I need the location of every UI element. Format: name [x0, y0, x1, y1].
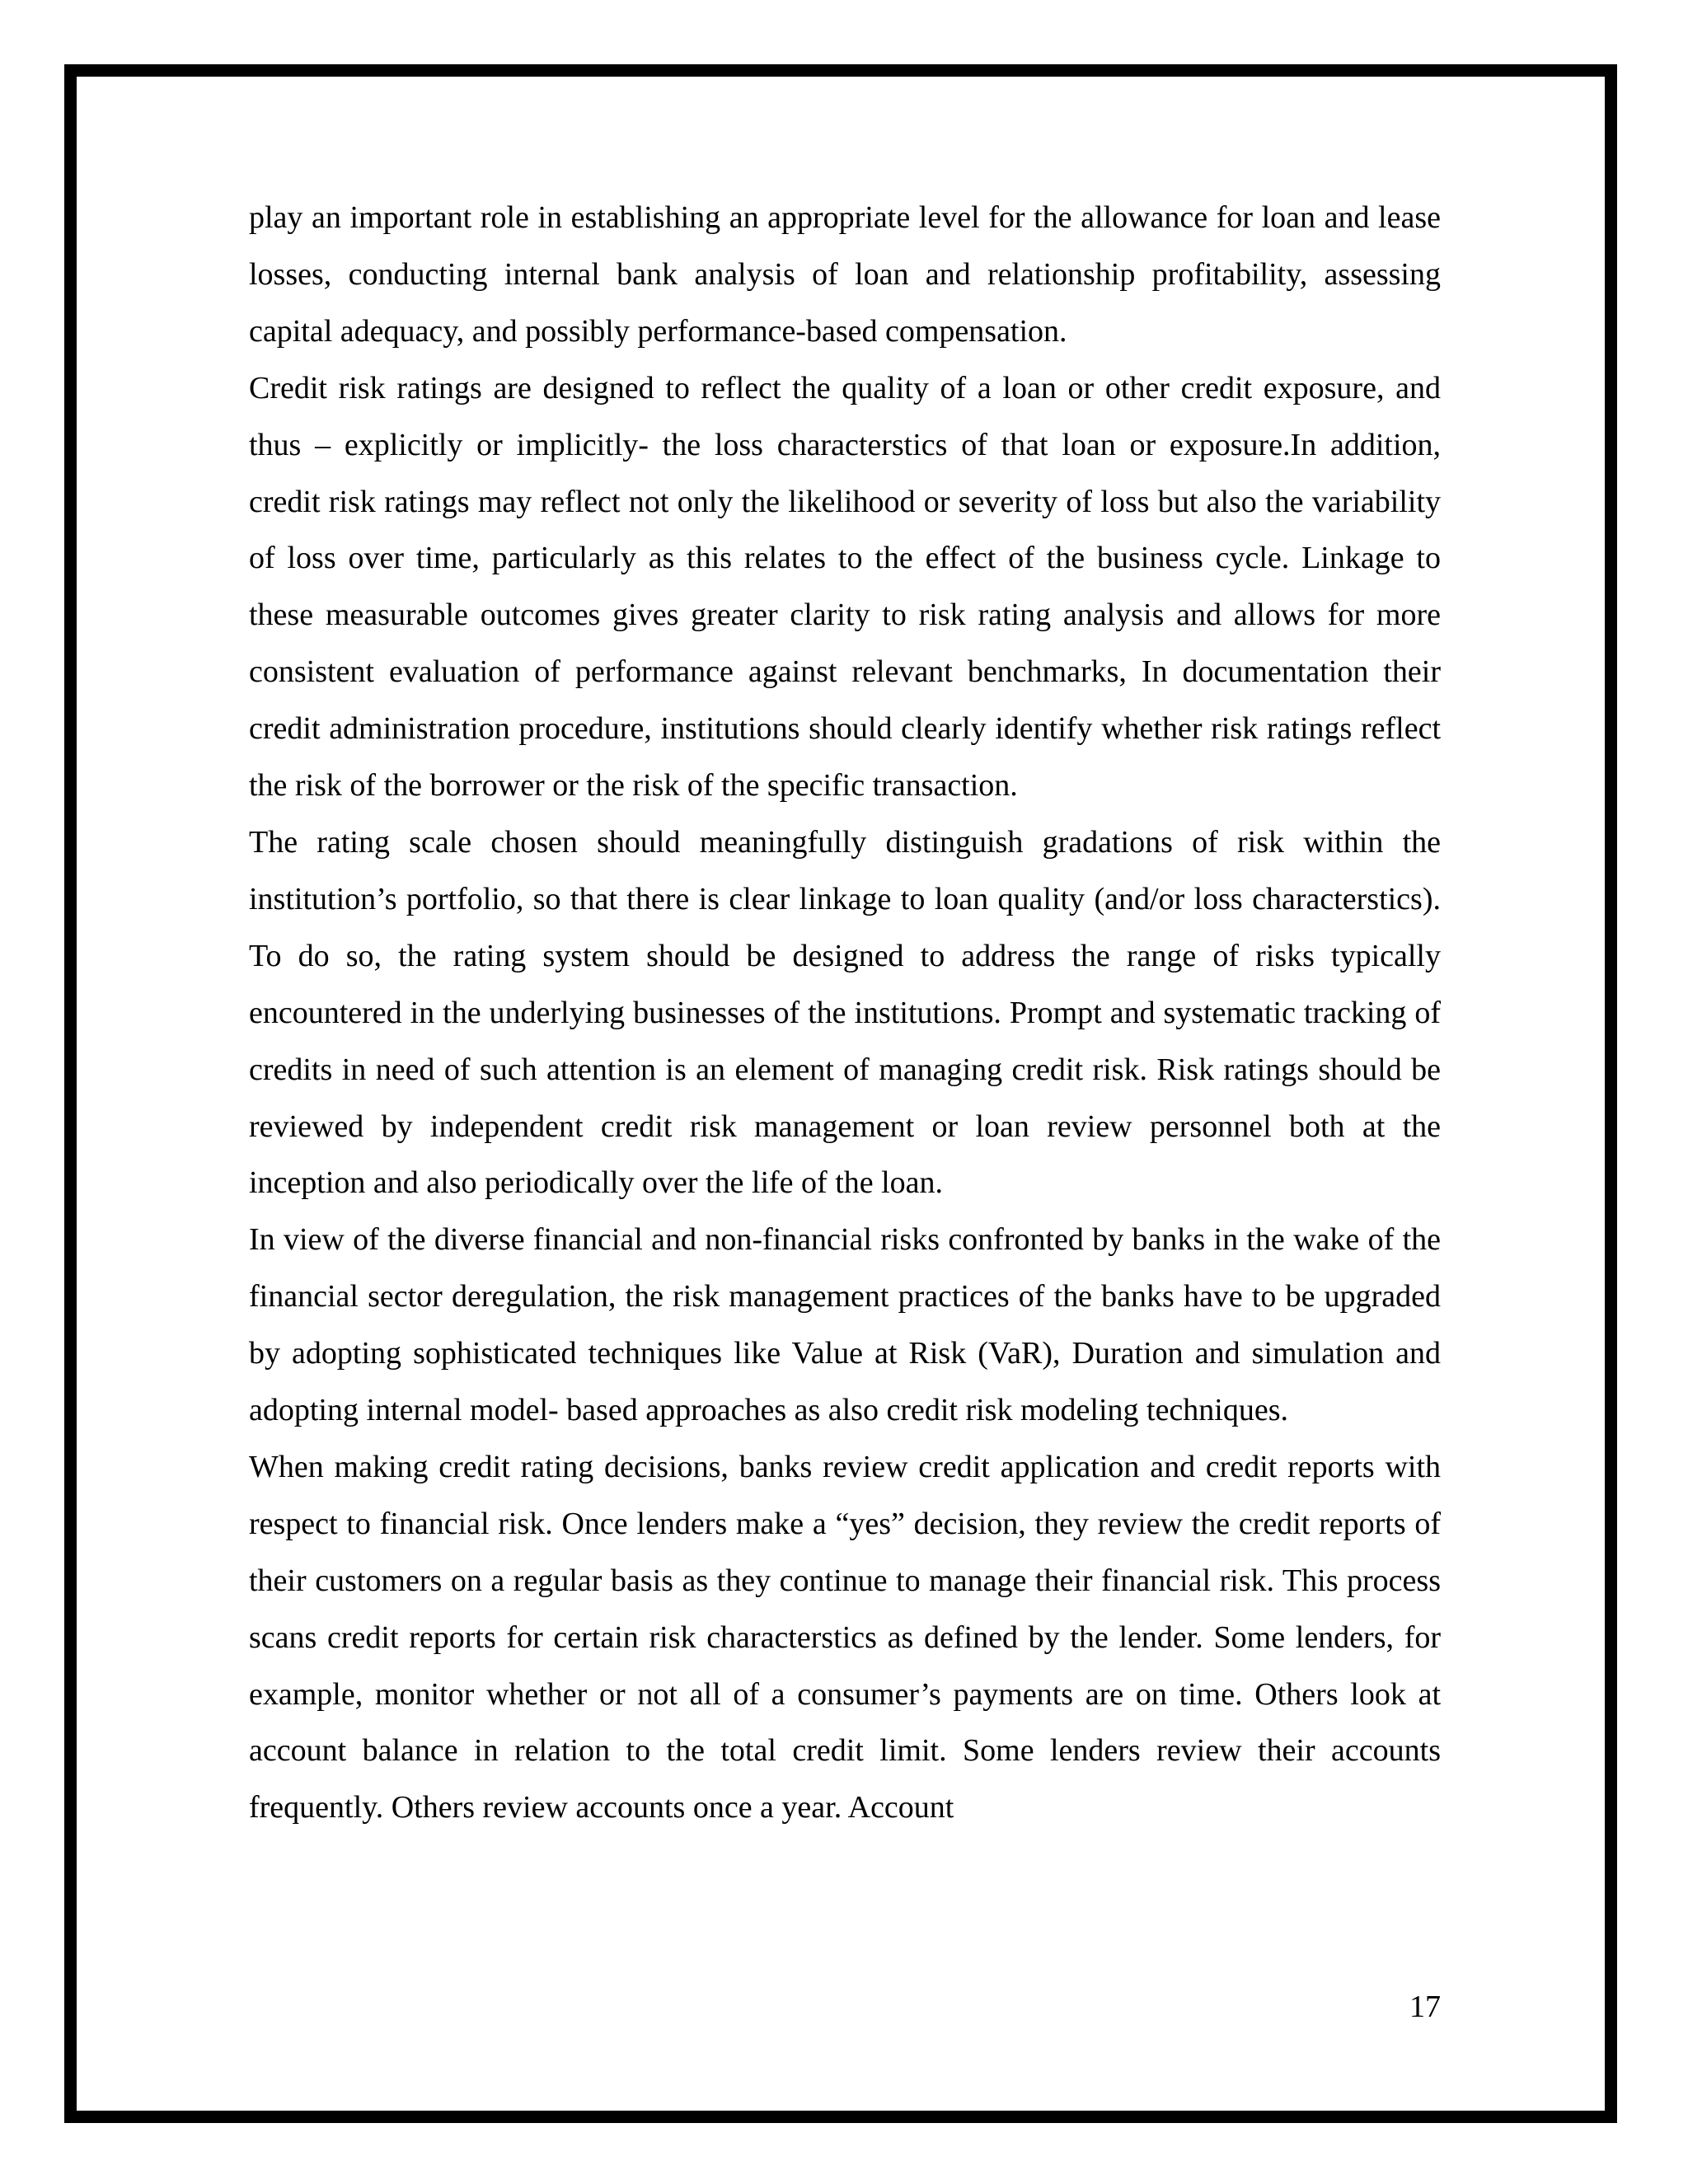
paragraph-5: When making credit rating decisions, banks review credit application and credit reports with respect to financial risk. Once lenders make a “yes” decision, they review the credit reports of their customers on a regular basis as they continue to manage their financial risk. This process scans credit reports for certain risk characterstics as defined by the lender. Some lenders, for example, monitor whether or not all of a consumer’s payments are on time. Others look at account balance in relation to the total credit limit. Some lenders review their accounts frequently. Others review accounts once a year. Account: [249, 1449, 1441, 1825]
paragraph-3: The rating scale chosen should meaningfully distinguish gradations of risk within the institution’s portfolio, so that there is clear linkage to loan quality (and/or loss characterstics). To do so, the rating system should be designed to address the range of risks typically encountered in the underlying businesses of the institutions. Prompt and systematic tracking of credits in need of such attention is an element of managing credit risk. Risk ratings should be reviewed by independent credit risk management or loan review personnel both at the inception and also periodically over the life of the loan.: [249, 824, 1441, 1201]
page-body: [249, 190, 1441, 1836]
paragraph-2: Credit risk ratings are designed to reflect the quality of a loan or other credit exposure, and thus – explicitly or implicitly- the loss characterstics of that loan or exposure.In addition, credit risk ratings may reflect not only the likelihood or severity of loss but also the variability of loss over time, particularly as this relates to the effect of the business cycle. Linkage to these measurable outcomes gives greater clarity to risk rating analysis and allows for more consistent evaluation of performance against relevant benchmarks, In documentation their credit administration procedure, institutions should clearly identify whether risk ratings reflect the risk of the borrower or the risk of the specific transaction.: [249, 370, 1441, 804]
page-number: 17: [1409, 1990, 1441, 2024]
paragraph-4: In view of the diverse financial and non-financial risks confronted by banks in the wake of the financial sector deregulation, the risk management practices of the banks have to be upgraded by adopting sophisticated techniques like Value at Risk (VaR), Duration and simulation and adopting internal model- based approaches as also credit risk modeling techniques.: [249, 1222, 1441, 1428]
paragraph-1: play an important role in establishing an appropriate level for the allowance for loan and lease losses, conducting internal bank analysis of loan and relationship profitability, assessing capital adequacy, and possibly performance-based compensation.: [249, 200, 1441, 349]
